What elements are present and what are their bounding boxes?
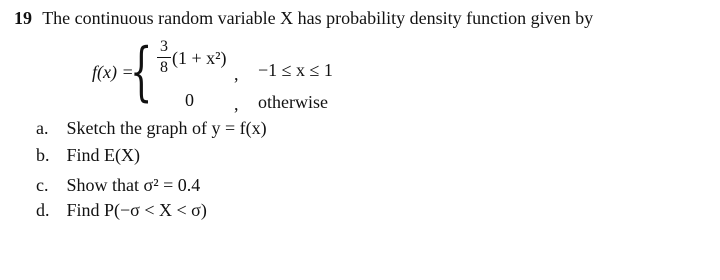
case2-condition: otherwise [258,92,328,112]
part-d-label: d. [36,200,50,220]
case1-fraction [157,38,171,77]
case2-value: 0 [185,90,194,110]
part-a-text: Sketch the graph of y = f(x) [66,118,267,138]
part-b [36,145,140,166]
pdf-lhs: f(x) = [92,62,134,82]
question-stem [14,8,593,29]
part-c [36,175,200,196]
case1-expression: (1 + x²) [172,48,227,68]
fraction-numerator: 3 [160,38,168,55]
case1-condition: −1 ≤ x ≤ 1 [258,60,333,80]
fraction-bar [157,57,171,58]
question-stem-text: The continuous random variable X has probability density function given by [42,8,594,28]
case2-comma: , [234,94,239,114]
piecewise-brace: { [130,35,153,109]
part-a-label: a. [36,118,49,138]
part-a [36,118,267,139]
part-b-text: Find E(X) [66,145,140,165]
part-d [36,200,207,221]
fraction-denominator: 8 [160,59,168,76]
part-c-label: c. [36,175,49,195]
part-c-text: Show that σ² = 0.4 [66,175,201,195]
case1-comma: , [234,64,239,84]
part-d-text: Find P(−σ < X < σ) [66,200,207,220]
part-b-label: b. [36,145,50,165]
question-number: 19 [14,8,32,28]
